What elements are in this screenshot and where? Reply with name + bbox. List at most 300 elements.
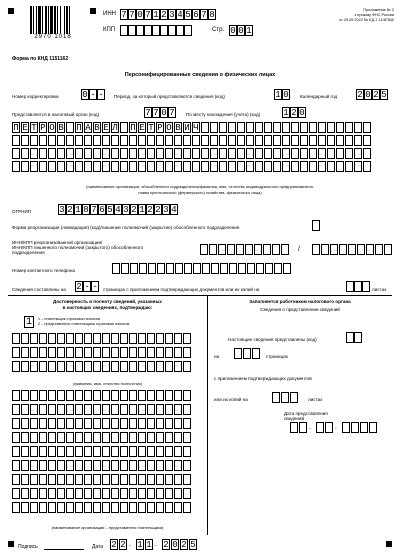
char-cell[interactable]: 6 bbox=[99, 205, 105, 215]
char-cell[interactable] bbox=[84, 460, 92, 471]
char-cell[interactable] bbox=[57, 333, 65, 344]
char-cell[interactable] bbox=[246, 135, 254, 146]
char-cell[interactable] bbox=[102, 135, 110, 146]
char-cell[interactable]: Ч bbox=[193, 123, 199, 133]
char-cell[interactable] bbox=[184, 25, 192, 36]
char-cell[interactable]: 8 bbox=[83, 205, 89, 215]
char-cell[interactable] bbox=[30, 361, 38, 372]
char-cell[interactable] bbox=[39, 460, 47, 471]
char-cell[interactable]: 4 bbox=[177, 10, 183, 20]
char-cell[interactable] bbox=[75, 135, 83, 146]
char-cell[interactable] bbox=[345, 122, 353, 133]
char-cell[interactable] bbox=[156, 502, 164, 513]
char-cell[interactable] bbox=[57, 460, 65, 471]
char-cell[interactable] bbox=[327, 161, 335, 172]
char-cell[interactable]: Е bbox=[22, 123, 28, 133]
char-cell[interactable] bbox=[120, 418, 128, 429]
char-cell[interactable]: 4 bbox=[115, 205, 121, 215]
char-cell[interactable] bbox=[147, 135, 155, 146]
char-cell[interactable] bbox=[255, 135, 263, 146]
char-cell[interactable]: Е bbox=[139, 123, 145, 133]
char-cell[interactable] bbox=[66, 390, 74, 401]
char-cell[interactable]: 3 bbox=[169, 10, 175, 20]
char-cell[interactable] bbox=[290, 392, 298, 403]
char-cell[interactable] bbox=[282, 148, 290, 159]
char-cell[interactable] bbox=[227, 244, 235, 255]
char-cell[interactable] bbox=[84, 446, 92, 457]
char-cell[interactable]: Р bbox=[157, 123, 163, 133]
char-cell[interactable] bbox=[147, 502, 155, 513]
char-cell[interactable] bbox=[93, 502, 101, 513]
char-cell[interactable] bbox=[272, 392, 280, 403]
char-cell[interactable] bbox=[183, 432, 191, 443]
char-cell[interactable] bbox=[120, 488, 128, 499]
char-cell[interactable]: 0 bbox=[238, 26, 244, 36]
char-cell[interactable] bbox=[281, 244, 289, 255]
char-cell[interactable] bbox=[144, 25, 152, 36]
char-cell[interactable] bbox=[299, 422, 307, 433]
char-cell[interactable] bbox=[93, 347, 101, 358]
char-cell[interactable] bbox=[156, 446, 164, 457]
char-cell[interactable] bbox=[183, 404, 191, 415]
char-cell[interactable] bbox=[147, 333, 155, 344]
char-cell[interactable]: 3 bbox=[59, 205, 65, 215]
char-cell[interactable] bbox=[255, 122, 263, 133]
char-cell[interactable] bbox=[220, 263, 228, 274]
char-cell[interactable]: 4 bbox=[171, 205, 177, 215]
char-cell[interactable] bbox=[66, 446, 74, 457]
char-cell[interactable] bbox=[183, 460, 191, 471]
char-cell[interactable] bbox=[174, 502, 182, 513]
char-cell[interactable] bbox=[93, 474, 101, 485]
char-cell[interactable] bbox=[165, 432, 173, 443]
char-cell[interactable] bbox=[210, 148, 218, 159]
char-cell[interactable] bbox=[21, 432, 29, 443]
char-cell[interactable] bbox=[273, 148, 281, 159]
char-cell[interactable] bbox=[192, 135, 200, 146]
char-cell[interactable] bbox=[57, 135, 65, 146]
char-cell[interactable] bbox=[102, 148, 110, 159]
char-cell[interactable]: 1 bbox=[25, 317, 32, 328]
char-cell[interactable] bbox=[102, 161, 110, 172]
char-cell[interactable] bbox=[174, 135, 182, 146]
char-cell[interactable] bbox=[247, 263, 255, 274]
char-cell[interactable] bbox=[183, 418, 191, 429]
char-cell[interactable] bbox=[219, 122, 227, 133]
char-cell[interactable] bbox=[102, 432, 110, 443]
char-cell[interactable]: Л bbox=[112, 123, 118, 133]
char-cell[interactable] bbox=[345, 161, 353, 172]
char-cell[interactable] bbox=[264, 161, 272, 172]
char-cell[interactable] bbox=[201, 148, 209, 159]
char-cell[interactable] bbox=[93, 432, 101, 443]
char-cell[interactable]: 0 bbox=[283, 90, 289, 100]
char-cell[interactable] bbox=[84, 347, 92, 358]
char-cell[interactable] bbox=[165, 333, 173, 344]
char-cell[interactable] bbox=[309, 148, 317, 159]
char-cell[interactable] bbox=[57, 432, 65, 443]
char-cell[interactable] bbox=[165, 390, 173, 401]
char-cell[interactable] bbox=[309, 122, 317, 133]
char-cell[interactable]: В bbox=[94, 123, 100, 133]
char-cell[interactable] bbox=[246, 161, 254, 172]
char-cell[interactable] bbox=[156, 418, 164, 429]
char-cell[interactable] bbox=[57, 347, 65, 358]
char-cell[interactable] bbox=[75, 404, 83, 415]
char-cell[interactable] bbox=[325, 422, 333, 433]
char-cell[interactable] bbox=[102, 474, 110, 485]
char-cell[interactable] bbox=[246, 148, 254, 159]
char-cell[interactable] bbox=[21, 347, 29, 358]
char-cell[interactable] bbox=[183, 474, 191, 485]
char-cell[interactable]: 5 bbox=[107, 205, 113, 215]
char-cell[interactable]: 2 bbox=[111, 540, 117, 550]
char-cell[interactable]: 2 bbox=[373, 90, 379, 100]
char-cell[interactable] bbox=[84, 161, 92, 172]
char-cell[interactable] bbox=[363, 148, 371, 159]
char-cell[interactable] bbox=[354, 122, 362, 133]
char-cell[interactable] bbox=[174, 333, 182, 344]
char-cell[interactable] bbox=[138, 488, 146, 499]
char-cell[interactable]: Т bbox=[148, 123, 154, 133]
char-cell[interactable] bbox=[39, 333, 47, 344]
char-cell[interactable]: О bbox=[166, 123, 172, 133]
char-cell[interactable] bbox=[147, 148, 155, 159]
char-cell[interactable] bbox=[120, 333, 128, 344]
char-cell[interactable] bbox=[209, 244, 217, 255]
char-cell[interactable]: 1 bbox=[137, 540, 143, 550]
char-cell[interactable]: 2 bbox=[161, 10, 167, 20]
char-cell[interactable] bbox=[112, 263, 120, 274]
char-cell[interactable] bbox=[57, 148, 65, 159]
char-cell[interactable] bbox=[183, 347, 191, 358]
char-cell[interactable] bbox=[39, 361, 47, 372]
char-cell[interactable] bbox=[174, 404, 182, 415]
char-cell[interactable] bbox=[138, 161, 146, 172]
char-cell[interactable] bbox=[30, 446, 38, 457]
char-cell[interactable] bbox=[66, 460, 74, 471]
char-cell[interactable]: Т bbox=[31, 123, 37, 133]
char-cell[interactable] bbox=[39, 161, 47, 172]
char-cell[interactable] bbox=[84, 148, 92, 159]
char-cell[interactable] bbox=[237, 148, 245, 159]
char-cell[interactable]: 3 bbox=[163, 205, 169, 215]
char-cell[interactable] bbox=[183, 361, 191, 372]
char-cell[interactable] bbox=[255, 148, 263, 159]
char-cell[interactable] bbox=[66, 122, 74, 133]
char-cell[interactable] bbox=[218, 244, 226, 255]
char-cell[interactable] bbox=[84, 432, 92, 443]
char-cell[interactable] bbox=[30, 148, 38, 159]
char-cell[interactable] bbox=[48, 460, 56, 471]
char-cell[interactable] bbox=[174, 161, 182, 172]
char-cell[interactable] bbox=[138, 502, 146, 513]
char-cell[interactable] bbox=[152, 25, 160, 36]
char-cell[interactable] bbox=[75, 460, 83, 471]
char-cell[interactable] bbox=[75, 432, 83, 443]
char-cell[interactable] bbox=[66, 361, 74, 372]
char-cell[interactable] bbox=[111, 404, 119, 415]
char-cell[interactable] bbox=[160, 25, 168, 36]
char-cell[interactable] bbox=[264, 122, 272, 133]
char-cell[interactable] bbox=[336, 135, 344, 146]
char-cell[interactable]: 2 bbox=[131, 205, 137, 215]
char-cell[interactable] bbox=[111, 333, 119, 344]
char-cell[interactable] bbox=[273, 122, 281, 133]
char-cell[interactable] bbox=[84, 418, 92, 429]
char-cell[interactable] bbox=[21, 488, 29, 499]
char-cell[interactable] bbox=[93, 135, 101, 146]
char-cell[interactable] bbox=[327, 122, 335, 133]
char-cell[interactable] bbox=[237, 122, 245, 133]
char-cell[interactable] bbox=[129, 390, 137, 401]
char-cell[interactable] bbox=[39, 432, 47, 443]
char-cell[interactable] bbox=[369, 422, 377, 433]
char-cell[interactable] bbox=[228, 161, 236, 172]
char-cell[interactable] bbox=[252, 348, 260, 359]
char-cell[interactable]: 6 bbox=[193, 10, 199, 20]
char-cell[interactable] bbox=[111, 161, 119, 172]
char-cell[interactable]: И bbox=[184, 123, 190, 133]
char-cell[interactable] bbox=[30, 460, 38, 471]
char-cell[interactable] bbox=[281, 392, 289, 403]
char-cell[interactable] bbox=[351, 422, 359, 433]
char-cell[interactable] bbox=[174, 460, 182, 471]
char-cell[interactable] bbox=[165, 148, 173, 159]
char-cell[interactable]: А bbox=[85, 123, 91, 133]
char-cell[interactable] bbox=[312, 244, 320, 255]
char-cell[interactable] bbox=[174, 390, 182, 401]
char-cell[interactable] bbox=[48, 333, 56, 344]
char-cell[interactable] bbox=[12, 333, 20, 344]
char-cell[interactable] bbox=[174, 361, 182, 372]
char-cell[interactable] bbox=[129, 446, 137, 457]
char-cell[interactable] bbox=[318, 161, 326, 172]
char-cell[interactable] bbox=[264, 148, 272, 159]
char-cell[interactable] bbox=[354, 148, 362, 159]
char-cell[interactable]: П bbox=[13, 123, 19, 133]
char-cell[interactable] bbox=[254, 244, 262, 255]
char-cell[interactable] bbox=[384, 244, 392, 255]
char-cell[interactable] bbox=[120, 161, 128, 172]
char-cell[interactable] bbox=[183, 135, 191, 146]
char-cell[interactable] bbox=[165, 460, 173, 471]
char-cell[interactable] bbox=[138, 135, 146, 146]
char-cell[interactable] bbox=[12, 161, 20, 172]
char-cell[interactable] bbox=[366, 244, 374, 255]
char-cell[interactable] bbox=[120, 460, 128, 471]
char-cell[interactable] bbox=[202, 263, 210, 274]
char-cell[interactable] bbox=[21, 404, 29, 415]
char-cell[interactable] bbox=[30, 135, 38, 146]
char-cell[interactable] bbox=[174, 418, 182, 429]
char-cell[interactable]: 7 bbox=[201, 10, 207, 20]
char-cell[interactable]: - bbox=[92, 282, 98, 292]
char-cell[interactable] bbox=[193, 263, 201, 274]
char-cell[interactable] bbox=[102, 446, 110, 457]
char-cell[interactable] bbox=[183, 161, 191, 172]
char-cell[interactable] bbox=[201, 161, 209, 172]
char-cell[interactable] bbox=[21, 333, 29, 344]
char-cell[interactable] bbox=[93, 488, 101, 499]
char-cell[interactable] bbox=[156, 404, 164, 415]
char-cell[interactable] bbox=[66, 135, 74, 146]
char-cell[interactable] bbox=[66, 432, 74, 443]
char-cell[interactable] bbox=[156, 161, 164, 172]
char-cell[interactable] bbox=[274, 263, 282, 274]
char-cell[interactable] bbox=[165, 446, 173, 457]
char-cell[interactable]: - bbox=[98, 90, 104, 100]
char-cell[interactable] bbox=[156, 347, 164, 358]
char-cell[interactable] bbox=[111, 502, 119, 513]
char-cell[interactable] bbox=[30, 347, 38, 358]
char-cell[interactable] bbox=[354, 135, 362, 146]
char-cell[interactable]: 0 bbox=[82, 90, 88, 100]
char-cell[interactable] bbox=[84, 404, 92, 415]
char-cell[interactable] bbox=[156, 135, 164, 146]
char-cell[interactable] bbox=[136, 25, 144, 36]
char-cell[interactable] bbox=[84, 502, 92, 513]
char-cell[interactable] bbox=[12, 502, 20, 513]
char-cell[interactable] bbox=[57, 404, 65, 415]
char-cell[interactable] bbox=[138, 148, 146, 159]
char-cell[interactable] bbox=[75, 474, 83, 485]
char-cell[interactable] bbox=[111, 446, 119, 457]
char-cell[interactable] bbox=[48, 446, 56, 457]
char-cell[interactable] bbox=[300, 161, 308, 172]
char-cell[interactable]: 2 bbox=[155, 205, 161, 215]
char-cell[interactable] bbox=[93, 446, 101, 457]
char-cell[interactable] bbox=[147, 404, 155, 415]
char-cell[interactable] bbox=[102, 390, 110, 401]
char-cell[interactable] bbox=[336, 148, 344, 159]
char-cell[interactable] bbox=[200, 244, 208, 255]
char-cell[interactable] bbox=[282, 135, 290, 146]
char-cell[interactable] bbox=[120, 502, 128, 513]
char-cell[interactable] bbox=[229, 263, 237, 274]
char-cell[interactable] bbox=[48, 432, 56, 443]
char-cell[interactable] bbox=[156, 390, 164, 401]
char-cell[interactable] bbox=[30, 404, 38, 415]
char-cell[interactable]: 1 bbox=[246, 26, 252, 36]
char-cell[interactable] bbox=[129, 460, 137, 471]
char-cell[interactable]: 1 bbox=[139, 205, 145, 215]
char-cell[interactable] bbox=[48, 502, 56, 513]
char-cell[interactable]: 7 bbox=[91, 205, 97, 215]
char-cell[interactable] bbox=[165, 502, 173, 513]
char-cell[interactable]: 0 bbox=[161, 108, 167, 118]
char-cell[interactable] bbox=[21, 390, 29, 401]
char-cell[interactable] bbox=[75, 361, 83, 372]
char-cell[interactable] bbox=[102, 502, 110, 513]
char-cell[interactable] bbox=[147, 418, 155, 429]
char-cell[interactable] bbox=[57, 502, 65, 513]
char-cell[interactable] bbox=[39, 488, 47, 499]
char-cell[interactable]: Р bbox=[40, 123, 46, 133]
char-cell[interactable] bbox=[290, 422, 298, 433]
char-cell[interactable] bbox=[129, 488, 137, 499]
char-cell[interactable]: 1 bbox=[153, 10, 159, 20]
char-cell[interactable]: 2 bbox=[76, 282, 82, 292]
char-cell[interactable] bbox=[84, 361, 92, 372]
char-cell[interactable] bbox=[57, 161, 65, 172]
char-cell[interactable]: - bbox=[90, 90, 96, 100]
char-cell[interactable] bbox=[120, 432, 128, 443]
char-cell[interactable] bbox=[111, 135, 119, 146]
char-cell[interactable] bbox=[57, 418, 65, 429]
char-cell[interactable] bbox=[93, 333, 101, 344]
char-cell[interactable] bbox=[12, 347, 20, 358]
char-cell[interactable] bbox=[111, 390, 119, 401]
char-cell[interactable]: 2 bbox=[181, 540, 187, 550]
char-cell[interactable] bbox=[129, 347, 137, 358]
char-cell[interactable] bbox=[12, 474, 20, 485]
char-cell[interactable] bbox=[174, 488, 182, 499]
char-cell[interactable] bbox=[147, 161, 155, 172]
char-cell[interactable] bbox=[93, 161, 101, 172]
char-cell[interactable] bbox=[165, 161, 173, 172]
char-cell[interactable] bbox=[12, 135, 20, 146]
char-cell[interactable] bbox=[39, 474, 47, 485]
char-cell[interactable]: В bbox=[175, 123, 181, 133]
char-cell[interactable] bbox=[246, 122, 254, 133]
char-cell[interactable]: - bbox=[84, 282, 90, 292]
char-cell[interactable] bbox=[147, 446, 155, 457]
char-cell[interactable] bbox=[75, 418, 83, 429]
char-cell[interactable] bbox=[165, 418, 173, 429]
char-cell[interactable]: 5 bbox=[185, 10, 191, 20]
char-cell[interactable] bbox=[48, 135, 56, 146]
char-cell[interactable] bbox=[291, 135, 299, 146]
char-cell[interactable] bbox=[12, 361, 20, 372]
char-cell[interactable] bbox=[120, 135, 128, 146]
char-cell[interactable] bbox=[147, 488, 155, 499]
char-cell[interactable] bbox=[120, 390, 128, 401]
char-cell[interactable] bbox=[129, 333, 137, 344]
char-cell[interactable] bbox=[211, 263, 219, 274]
char-cell[interactable] bbox=[102, 333, 110, 344]
char-cell[interactable]: О bbox=[49, 123, 55, 133]
char-cell[interactable] bbox=[111, 474, 119, 485]
char-cell[interactable]: В bbox=[58, 123, 64, 133]
char-cell[interactable] bbox=[30, 474, 38, 485]
signature-line[interactable] bbox=[44, 549, 84, 550]
char-cell[interactable] bbox=[39, 404, 47, 415]
char-cell[interactable] bbox=[57, 488, 65, 499]
char-cell[interactable]: 7 bbox=[145, 10, 151, 20]
char-cell[interactable] bbox=[111, 460, 119, 471]
char-cell[interactable] bbox=[174, 446, 182, 457]
char-cell[interactable] bbox=[12, 488, 20, 499]
char-cell[interactable] bbox=[265, 263, 273, 274]
char-cell[interactable]: 0 bbox=[365, 90, 371, 100]
char-cell[interactable] bbox=[139, 263, 147, 274]
char-cell[interactable] bbox=[102, 347, 110, 358]
char-cell[interactable] bbox=[219, 161, 227, 172]
char-cell[interactable] bbox=[111, 418, 119, 429]
char-cell[interactable] bbox=[120, 347, 128, 358]
char-cell[interactable] bbox=[75, 333, 83, 344]
char-cell[interactable] bbox=[21, 460, 29, 471]
char-cell[interactable]: 7 bbox=[169, 108, 175, 118]
char-cell[interactable] bbox=[66, 474, 74, 485]
char-cell[interactable] bbox=[165, 361, 173, 372]
char-cell[interactable] bbox=[39, 390, 47, 401]
char-cell[interactable] bbox=[30, 161, 38, 172]
char-cell[interactable] bbox=[102, 460, 110, 471]
char-cell[interactable] bbox=[75, 390, 83, 401]
char-cell[interactable]: 1 bbox=[275, 90, 281, 100]
